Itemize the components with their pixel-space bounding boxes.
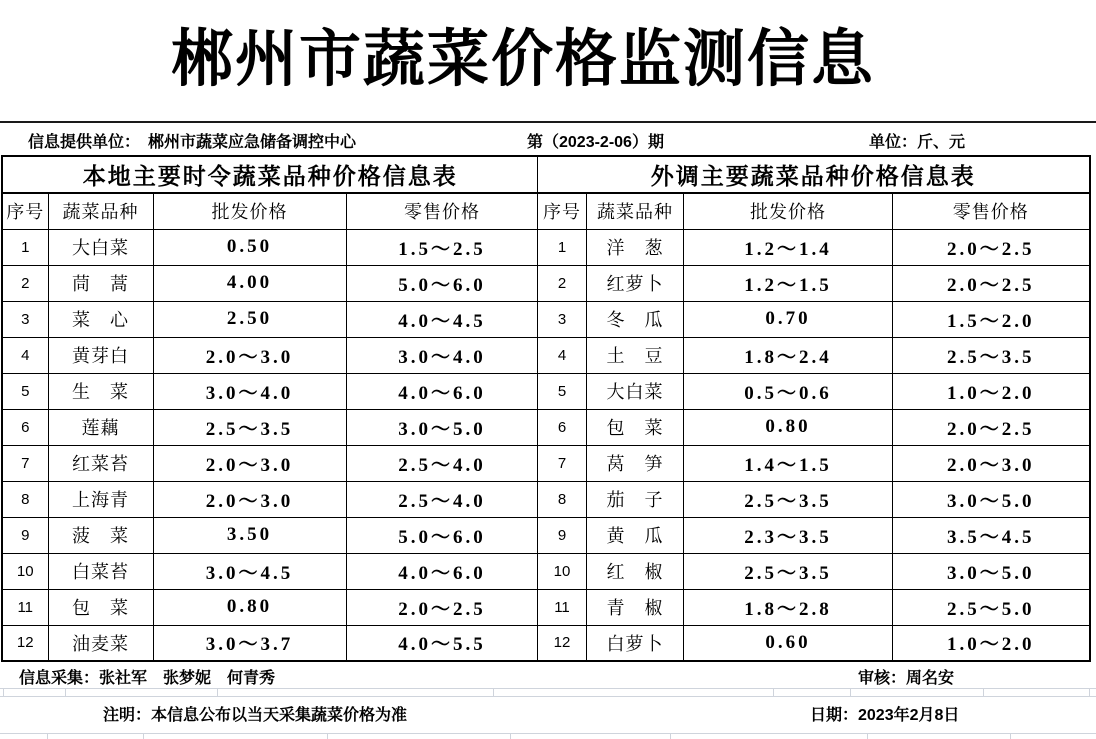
gridline [867, 734, 868, 739]
vegetable-name: 红 椒 [587, 553, 684, 589]
vegetable-name: 包 菜 [48, 589, 153, 625]
retail-price: 1.5～2.5 [346, 229, 538, 265]
reviewer-label: 审核：周名安 [858, 670, 955, 687]
gridline [670, 734, 671, 739]
row-number: 5 [538, 373, 587, 409]
wholesale-price: 3.50 [153, 517, 346, 553]
gridline [1089, 689, 1090, 696]
wholesale-price: 2.3～3.5 [684, 517, 893, 553]
row-number: 4 [538, 337, 587, 373]
retail-price: 3.5～4.5 [893, 517, 1090, 553]
row-number: 7 [2, 445, 48, 481]
retail-price: 4.0～5.5 [346, 625, 538, 661]
unit-label: 单位：斤、元 [869, 134, 966, 151]
row-number: 5 [2, 373, 48, 409]
row-number: 7 [538, 445, 587, 481]
wholesale-price: 3.0～4.0 [153, 373, 346, 409]
retail-price: 2.0～2.5 [893, 409, 1090, 445]
spreadsheet-gridline-strip [0, 733, 1096, 739]
retail-price: 4.0～6.0 [346, 553, 538, 589]
wholesale-price: 2.5～3.5 [684, 481, 893, 517]
vegetable-name: 大白菜 [48, 229, 153, 265]
vegetable-name: 黄芽白 [48, 337, 153, 373]
gridline [217, 689, 218, 696]
wholesale-price: 0.70 [684, 301, 893, 337]
wholesale-price: 2.0～3.0 [153, 445, 346, 481]
row-number: 10 [2, 553, 48, 589]
row-number: 11 [538, 589, 587, 625]
retail-price: 3.0～5.0 [893, 481, 1090, 517]
external-table-title-row [538, 156, 1090, 193]
retail-price: 4.0～4.5 [346, 301, 538, 337]
retail-price: 2.0～2.5 [893, 229, 1090, 265]
retail-price: 5.0～6.0 [346, 517, 538, 553]
row-number: 10 [538, 553, 587, 589]
wholesale-price: 3.0～4.5 [153, 553, 346, 589]
vegetable-name: 菜 心 [48, 301, 153, 337]
row-number: 6 [538, 409, 587, 445]
gridline [327, 734, 328, 739]
retail-price: 2.5～3.5 [893, 337, 1090, 373]
retail-price: 4.0～6.0 [346, 373, 538, 409]
row-number: 3 [2, 301, 48, 337]
gridline [1010, 734, 1011, 739]
row-number: 12 [2, 625, 48, 661]
external-table-title: 外调主要蔬菜品种价格信息表 [538, 156, 1090, 193]
retail-price: 1.0～2.0 [893, 625, 1090, 661]
row-number: 2 [538, 265, 587, 301]
table-row [538, 481, 1090, 517]
row-number: 9 [538, 517, 587, 553]
row-number: 4 [2, 337, 48, 373]
vegetable-name: 青 椒 [587, 589, 684, 625]
page-title: 郴州市蔬菜价格监测信息 [170, 26, 875, 94]
wholesale-price: 0.80 [153, 589, 346, 625]
row-number: 8 [538, 481, 587, 517]
row-number: 9 [2, 517, 48, 553]
vegetable-name: 冬 瓜 [587, 301, 684, 337]
table-row [538, 445, 1090, 481]
retail-price: 2.5～5.0 [893, 589, 1090, 625]
wholesale-price: 1.2～1.4 [684, 229, 893, 265]
table-row [538, 373, 1090, 409]
table-row [2, 373, 538, 409]
table-row [538, 229, 1090, 265]
vegetable-name: 大白菜 [587, 373, 684, 409]
table-row [2, 265, 538, 301]
collectors-label: 信息采集：张社军 张梦妮 何青秀 [19, 670, 276, 687]
vegetable-name: 包 菜 [587, 409, 684, 445]
wholesale-price: 0.80 [684, 409, 893, 445]
table-row [2, 481, 538, 517]
issue-number: 第（2023-2-06）期 [527, 134, 664, 151]
col-header-no: 序号 [2, 193, 48, 229]
table-row [2, 589, 538, 625]
vegetable-name: 莴 笋 [587, 445, 684, 481]
wholesale-price: 3.0～3.7 [153, 625, 346, 661]
spreadsheet-gridline-strip [0, 688, 1096, 697]
col-header-retail: 零售价格 [346, 193, 538, 229]
retail-price: 2.5～4.0 [346, 445, 538, 481]
row-number: 6 [2, 409, 48, 445]
table-row [538, 517, 1090, 553]
table-row [538, 337, 1090, 373]
gridline [850, 689, 851, 696]
external-price-table [537, 155, 1091, 662]
vegetable-name: 油麦菜 [48, 625, 153, 661]
vegetable-name: 莲藕 [48, 409, 153, 445]
col-header-retail: 零售价格 [893, 193, 1090, 229]
vegetable-name: 洋 葱 [587, 229, 684, 265]
retail-price: 3.0～4.0 [346, 337, 538, 373]
row-number: 8 [2, 481, 48, 517]
wholesale-price: 2.5～3.5 [684, 553, 893, 589]
wholesale-price: 2.50 [153, 301, 346, 337]
col-header-wholesale: 批发价格 [153, 193, 346, 229]
retail-price: 3.0～5.0 [346, 409, 538, 445]
table-row [538, 589, 1090, 625]
retail-price: 1.5～2.0 [893, 301, 1090, 337]
note-label: 注明：本信息公布以当天采集蔬菜价格为准 [103, 707, 408, 724]
table-row [2, 337, 538, 373]
vegetable-name: 茄 子 [587, 481, 684, 517]
gridline [65, 689, 66, 696]
table-row [2, 553, 538, 589]
date-label: 日期：2023年2月8日 [810, 707, 960, 724]
retail-price: 3.0～5.0 [893, 553, 1090, 589]
retail-price: 2.5～4.0 [346, 481, 538, 517]
vegetable-name: 茼 蒿 [48, 265, 153, 301]
table-row [538, 265, 1090, 301]
wholesale-price: 2.5～3.5 [153, 409, 346, 445]
wholesale-price: 0.50 [153, 229, 346, 265]
table-row [2, 301, 538, 337]
gridline [493, 689, 494, 696]
horizontal-divider [0, 121, 1096, 123]
external-table-header-row [538, 193, 1090, 229]
vegetable-name: 白萝卜 [587, 625, 684, 661]
table-row [538, 553, 1090, 589]
row-number: 12 [538, 625, 587, 661]
wholesale-price: 1.8～2.4 [684, 337, 893, 373]
vegetable-name: 菠 菜 [48, 517, 153, 553]
wholesale-price: 4.00 [153, 265, 346, 301]
row-number: 2 [2, 265, 48, 301]
col-header-wholesale: 批发价格 [684, 193, 893, 229]
gridline [983, 689, 984, 696]
provider-label: 信息提供单位： [28, 134, 141, 151]
gridline [143, 734, 144, 739]
vegetable-name: 生 菜 [48, 373, 153, 409]
local-price-table [1, 155, 539, 662]
wholesale-price: 0.5～0.6 [684, 373, 893, 409]
col-header-variety: 蔬菜品种 [587, 193, 684, 229]
provider-name: 郴州市蔬菜应急储备调控中心 [148, 134, 357, 151]
retail-price: 5.0～6.0 [346, 265, 538, 301]
local-table-header-row [2, 193, 538, 229]
retail-price: 2.0～2.5 [893, 265, 1090, 301]
wholesale-price: 1.2～1.5 [684, 265, 893, 301]
gridline [510, 734, 511, 739]
wholesale-price: 2.0～3.0 [153, 337, 346, 373]
gridline [773, 689, 774, 696]
table-row [538, 625, 1090, 661]
table-row [538, 409, 1090, 445]
vegetable-name: 黄 瓜 [587, 517, 684, 553]
table-row [2, 409, 538, 445]
gridline [3, 689, 4, 696]
wholesale-price: 1.8～2.8 [684, 589, 893, 625]
table-row [538, 301, 1090, 337]
retail-price: 2.0～3.0 [893, 445, 1090, 481]
table-row [2, 517, 538, 553]
wholesale-price: 0.60 [684, 625, 893, 661]
wholesale-price: 1.4～1.5 [684, 445, 893, 481]
local-table-title-row [2, 156, 538, 193]
local-table-title: 本地主要时令蔬菜品种价格信息表 [2, 156, 538, 193]
vegetable-name: 红萝卜 [587, 265, 684, 301]
row-number: 1 [538, 229, 587, 265]
col-header-variety: 蔬菜品种 [48, 193, 153, 229]
row-number: 1 [2, 229, 48, 265]
vegetable-name: 土 豆 [587, 337, 684, 373]
vegetable-name: 上海青 [48, 481, 153, 517]
vegetable-name: 白菜苔 [48, 553, 153, 589]
table-row [2, 625, 538, 661]
row-number: 11 [2, 589, 48, 625]
vegetable-name: 红菜苔 [48, 445, 153, 481]
table-row [2, 445, 538, 481]
col-header-no: 序号 [538, 193, 587, 229]
retail-price: 2.0～2.5 [346, 589, 538, 625]
retail-price: 1.0～2.0 [893, 373, 1090, 409]
table-row [2, 229, 538, 265]
wholesale-price: 2.0～3.0 [153, 481, 346, 517]
gridline [47, 734, 48, 739]
row-number: 3 [538, 301, 587, 337]
